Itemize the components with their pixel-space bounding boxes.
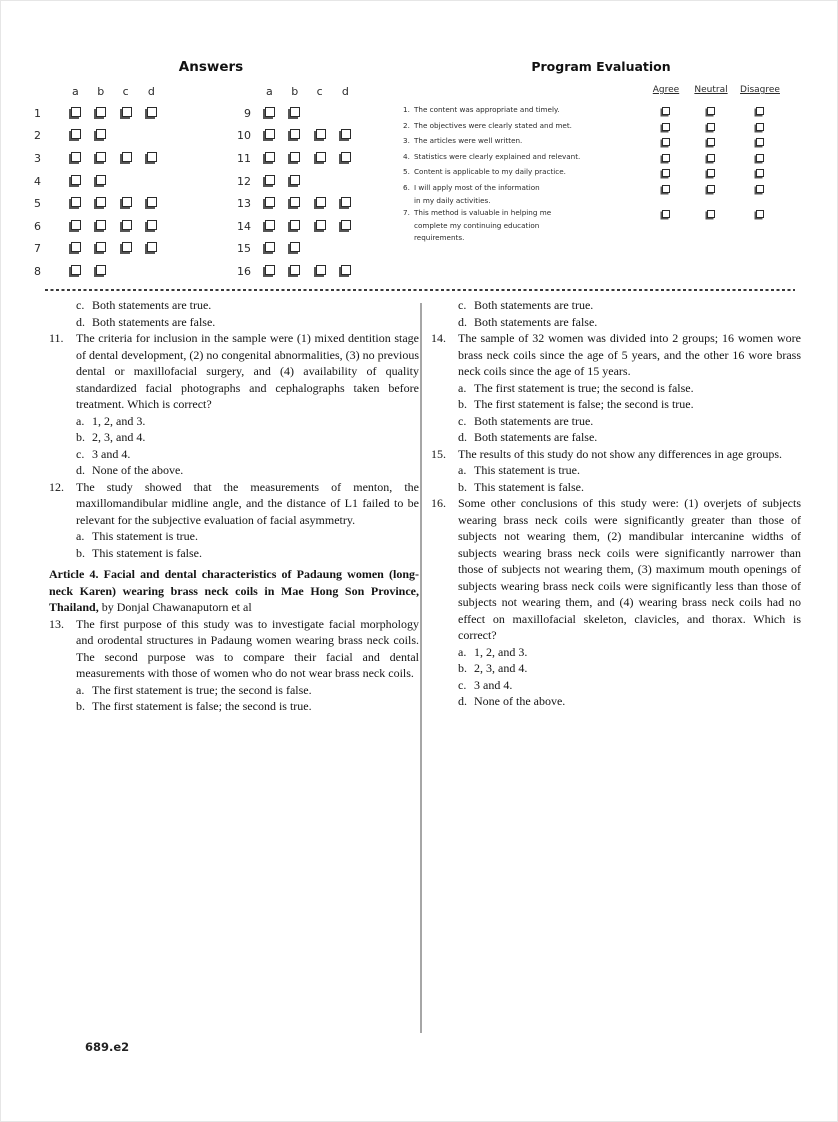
- column-letter-d: d: [341, 85, 349, 98]
- answer-checkbox-1d[interactable]: [147, 107, 157, 117]
- eval-item-text: in my daily activities.: [414, 195, 491, 205]
- eval-item-5: [403, 166, 799, 182]
- evaluation-headers: [403, 85, 799, 104]
- answer-row-number: 8: [34, 264, 41, 278]
- article-4-heading: [49, 566, 419, 616]
- answer-checkbox-11b[interactable]: [290, 152, 300, 162]
- option-13-a: a. The first statement is true; the second is false.: [76, 682, 312, 697]
- answer-checkbox-2a[interactable]: [71, 129, 81, 139]
- option-c: c. Both statements are true.: [76, 298, 212, 312]
- answer-checkbox-6c[interactable]: [122, 220, 132, 230]
- neutral-checkbox-5[interactable]: [707, 169, 715, 177]
- eval-item-text: requirements.: [414, 233, 465, 243]
- option-11-a: a. 1, 2, and 3.: [76, 413, 146, 428]
- option-11-d: d. None of the above.: [76, 463, 184, 477]
- question-14: 14. The sample of 32 women was divided into 2 groups; 16 women wore brass neck coils since the age of 5 years, and the other 16 wore brass neck coils since the age of 15 years.: [431, 331, 801, 378]
- option-14-d: d. Both statements are false.: [458, 430, 598, 444]
- option-12-b: b. This statement is false.: [76, 545, 202, 560]
- answer-checkbox-10b[interactable]: [290, 129, 300, 139]
- option-11-c: c. 3 and 4.: [76, 446, 131, 461]
- answer-checkbox-7d[interactable]: [147, 242, 157, 252]
- eval-item-text: The articles were well written.: [414, 136, 523, 146]
- column-divider-line: [420, 303, 422, 1033]
- answer-checkbox-14d[interactable]: [341, 220, 351, 230]
- answer-checkbox-6d[interactable]: [147, 220, 157, 230]
- article-byline: by Donjal Chawanaputorn et al: [98, 600, 252, 614]
- column-letter-a: a: [266, 85, 273, 98]
- answer-row-14: [237, 215, 364, 238]
- answer-row-number: 5: [34, 197, 41, 211]
- column-letter-d: d: [147, 85, 155, 98]
- answer-checkbox-13c[interactable]: [316, 197, 326, 207]
- header-disagree: Disagree: [740, 85, 780, 95]
- eval-item-1: [403, 104, 799, 120]
- answer-row-number: 11: [237, 151, 251, 165]
- answer-checkbox-13b[interactable]: [290, 197, 300, 207]
- eval-item-number: 6.: [403, 182, 410, 192]
- answer-row-number: 1: [34, 106, 41, 120]
- question-11: 11. The criteria for inclusion in the sample were (1) mixed dentition stage of dental development, (2) no congenital abnormalities, (3) no previous dental or maxillofacial surgery, and (4) availability of quality standardized facial photographs and cephalographs taken before treatment. Which is correct?: [49, 331, 419, 411]
- column-letter-c: c: [316, 85, 323, 98]
- agree-checkbox-1[interactable]: [662, 107, 670, 115]
- answer-row-number: 6: [34, 219, 41, 233]
- question-12: 12. The study showed that the measurements of menton, the maxillomandibular midline angle, and the distance of L1 failed to be relevant for the subjective evaluation of facial asymmetry.: [49, 479, 419, 527]
- answer-row-number: 14: [237, 219, 251, 233]
- disagree-checkbox-2[interactable]: [756, 123, 764, 131]
- question-13: 13. The first purpose of this study was to investigate facial morphology and orodental structures in Padaung women wearing brass neck coils. The second purpose was to compare their facial and dental measurements with those of women who do not wear brass neck coils.: [49, 616, 419, 680]
- program-evaluation-table: [403, 85, 799, 245]
- answer-row-7: [31, 238, 170, 261]
- neutral-checkbox-3[interactable]: [707, 138, 715, 146]
- option-15-a: a. This statement is true.: [458, 463, 580, 477]
- option-d: d. Both statements are false.: [458, 314, 598, 329]
- answer-row-3: [31, 147, 170, 170]
- answer-row-15: [237, 238, 364, 261]
- answer-row-1: [31, 102, 170, 125]
- answer-checkbox-14b[interactable]: [290, 220, 300, 230]
- answer-checkbox-11a[interactable]: [265, 152, 275, 162]
- answer-checkbox-8b[interactable]: [96, 265, 106, 275]
- answer-checkbox-3b[interactable]: [96, 152, 106, 162]
- answer-checkbox-14c[interactable]: [316, 220, 326, 230]
- disagree-checkbox-7[interactable]: [756, 210, 764, 218]
- answer-checkbox-15a[interactable]: [265, 242, 275, 252]
- answer-checkbox-1c[interactable]: [122, 107, 132, 117]
- answer-checkbox-2b[interactable]: [96, 129, 106, 139]
- answer-row-number: 10: [237, 129, 251, 143]
- answer-checkbox-3d[interactable]: [147, 152, 157, 162]
- answer-checkbox-13d[interactable]: [341, 197, 351, 207]
- answer-checkbox-9a[interactable]: [265, 107, 275, 117]
- page-number: 689.e2: [85, 1040, 130, 1054]
- answer-checkbox-16a[interactable]: [265, 265, 275, 275]
- quiz-column-right: [431, 297, 801, 710]
- column-letter-b: b: [97, 85, 105, 98]
- option-d: d. Both statements are false.: [76, 314, 216, 329]
- column-letter-c: c: [122, 85, 129, 98]
- eval-item-text: I will apply most of the information: [414, 182, 540, 192]
- disagree-checkbox-4[interactable]: [756, 154, 764, 162]
- answer-row-number: 13: [237, 197, 251, 211]
- program-evaluation-section: [401, 59, 801, 243]
- answer-checkbox-6a[interactable]: [71, 220, 81, 230]
- answer-row-11: [237, 147, 364, 170]
- eval-item-number: 7.: [403, 208, 410, 218]
- answer-row-number: 9: [244, 106, 251, 120]
- answer-checkbox-3c[interactable]: [122, 152, 132, 162]
- answer-checkbox-10d[interactable]: [341, 129, 351, 139]
- disagree-checkbox-1[interactable]: [756, 107, 764, 115]
- program-evaluation-title: Program Evaluation: [531, 59, 671, 74]
- eval-item-text: The objectives were clearly stated and met.: [414, 120, 572, 130]
- answer-checkbox-1b[interactable]: [96, 107, 106, 117]
- neutral-checkbox-1[interactable]: [707, 107, 715, 115]
- answer-checkbox-7c[interactable]: [122, 242, 132, 252]
- question-15: 15. The results of this study do not show any differences in age groups.: [431, 446, 783, 461]
- answer-checkbox-3a[interactable]: [71, 152, 81, 162]
- answer-row-4: [31, 170, 170, 193]
- neutral-checkbox-2[interactable]: [707, 123, 715, 131]
- dotted-divider: [45, 289, 795, 291]
- answer-checkbox-16d[interactable]: [341, 265, 351, 275]
- option-16-d: d. None of the above.: [458, 694, 566, 708]
- answer-checkbox-5d[interactable]: [147, 197, 157, 207]
- quiz-column-left: [49, 297, 419, 715]
- eval-item-2: [403, 120, 799, 136]
- answer-checkbox-5c[interactable]: [122, 197, 132, 207]
- answer-checkbox-10a[interactable]: [265, 129, 275, 139]
- answer-checkbox-9b[interactable]: [290, 107, 300, 117]
- option-16-a: a. 1, 2, and 3.: [458, 644, 528, 659]
- article-title-bold: Article 4. Facial and dental characteristics of Padaung women (long-neck Karen) wearing brass neck coils in Mae Hong Son Province, Thailand,: [49, 567, 419, 614]
- answer-row-number: 7: [34, 242, 41, 256]
- agree-checkbox-3[interactable]: [662, 138, 670, 146]
- answer-row-5: [31, 192, 170, 215]
- answer-row-number: 3: [34, 151, 41, 165]
- neutral-checkbox-4[interactable]: [707, 154, 715, 162]
- disagree-checkbox-5[interactable]: [756, 169, 764, 177]
- header-neutral: Neutral: [694, 85, 728, 95]
- eval-item-text: complete my continuing education: [414, 220, 540, 230]
- eval-item-6: [403, 182, 799, 207]
- answer-checkbox-11c[interactable]: [316, 152, 326, 162]
- answer-row-number: 16: [237, 264, 251, 278]
- answers-title: Answers: [178, 59, 244, 75]
- agree-checkbox-2[interactable]: [662, 123, 670, 131]
- option-14-a: a. The first statement is true; the second is false.: [458, 380, 694, 395]
- answer-checkbox-14a[interactable]: [265, 220, 275, 230]
- column-letter-a: a: [72, 85, 79, 98]
- eval-item-7: [403, 207, 799, 245]
- disagree-checkbox-6[interactable]: [756, 185, 764, 193]
- answer-checkbox-16b[interactable]: [290, 265, 300, 275]
- answer-checkbox-5b[interactable]: [96, 197, 106, 207]
- eval-item-number: 1.: [403, 105, 410, 114]
- agree-checkbox-6[interactable]: [662, 185, 670, 193]
- disagree-checkbox-3[interactable]: [756, 138, 764, 146]
- eval-item-text: The content was appropriate and timely.: [414, 105, 560, 114]
- option-c: c. Both statements are true.: [458, 298, 594, 312]
- answer-row-number: 12: [237, 174, 251, 188]
- eval-item-number: 2.: [403, 120, 410, 130]
- agree-checkbox-4[interactable]: [662, 154, 670, 162]
- answer-row-9: [237, 102, 364, 125]
- answer-checkbox-11d[interactable]: [341, 152, 351, 162]
- column-letter-b: b: [291, 85, 299, 98]
- neutral-checkbox-7[interactable]: [707, 210, 715, 218]
- neutral-checkbox-6[interactable]: [707, 185, 715, 193]
- eval-item-text: This method is valuable in helping me: [414, 208, 552, 218]
- answer-checkbox-12b[interactable]: [290, 175, 300, 185]
- eval-item-text: Content is applicable to my daily practice.: [414, 167, 566, 177]
- answer-row-10: [237, 125, 364, 148]
- answer-checkbox-5a[interactable]: [71, 197, 81, 207]
- answer-checkbox-13a[interactable]: [265, 197, 275, 207]
- answer-checkbox-7a[interactable]: [71, 242, 81, 252]
- eval-item-text: Statistics were clearly explained and relevant.: [414, 151, 581, 161]
- answer-row-number: 15: [237, 242, 251, 256]
- answer-row-12: [237, 170, 364, 193]
- answer-checkbox-10c[interactable]: [316, 129, 326, 139]
- answer-row-6: [31, 215, 170, 238]
- eval-item-3: [403, 135, 799, 151]
- answers-grid-left: [31, 81, 170, 283]
- answer-row-2: [31, 125, 170, 148]
- answer-checkbox-15b[interactable]: [290, 242, 300, 252]
- answer-row-number: 2: [34, 129, 41, 143]
- answer-letters-row: [31, 81, 170, 102]
- answer-checkbox-12a[interactable]: [265, 175, 275, 185]
- option-16-b: b. 2, 3, and 4.: [458, 661, 528, 675]
- eval-item-4: [403, 151, 799, 167]
- answer-checkbox-6b[interactable]: [96, 220, 106, 230]
- agree-checkbox-7[interactable]: [662, 210, 670, 218]
- eval-item-number: 5.: [403, 167, 410, 177]
- option-12-a: a. This statement is true.: [76, 529, 198, 543]
- answer-checkbox-4a[interactable]: [71, 175, 81, 185]
- option-13-b: b. The first statement is false; the second is true.: [76, 699, 312, 713]
- eval-item-number: 4.: [403, 151, 410, 161]
- header-agree: Agree: [652, 85, 680, 95]
- option-16-c: c. 3 and 4.: [458, 677, 513, 692]
- option-11-b: b. 2, 3, and 4.: [76, 430, 146, 444]
- answer-row-16: [237, 260, 364, 283]
- answer-checkbox-1a[interactable]: [71, 107, 81, 117]
- answer-checkbox-8a[interactable]: [71, 265, 81, 275]
- answer-checkbox-16c[interactable]: [316, 265, 326, 275]
- answer-row-13: [237, 192, 364, 215]
- answer-row-number: 4: [34, 174, 41, 188]
- answer-checkbox-4b[interactable]: [96, 175, 106, 185]
- answer-checkbox-7b[interactable]: [96, 242, 106, 252]
- eval-item-number: 3.: [403, 136, 410, 146]
- question-16: 16. Some other conclusions of this study were: (1) overjets of subjects wearing brass neck coils were significantly greater than those of subjects not wearing them, (2) mandibular intercanine widths of subjects wearing brass neck coils were significantly narrower than those of subjects not wearing them, (3) maximum mouth openings of subjects wearing brass neck coils were significantly less than those of subjects not wearing them, and (4) wearing brass neck coils had no effect on maxillofacial skeleton, clavicles, and thorax. Which is correct?: [431, 496, 801, 642]
- option-14-b: b. The first statement is false; the second is true.: [458, 397, 694, 411]
- option-15-b: b. This statement is false.: [458, 479, 584, 494]
- agree-checkbox-5[interactable]: [662, 169, 670, 177]
- option-14-c: c. Both statements are true.: [458, 413, 594, 428]
- answer-row-8: [31, 260, 170, 283]
- answers-grid-right: [237, 81, 364, 283]
- answer-letters-row: [237, 81, 364, 102]
